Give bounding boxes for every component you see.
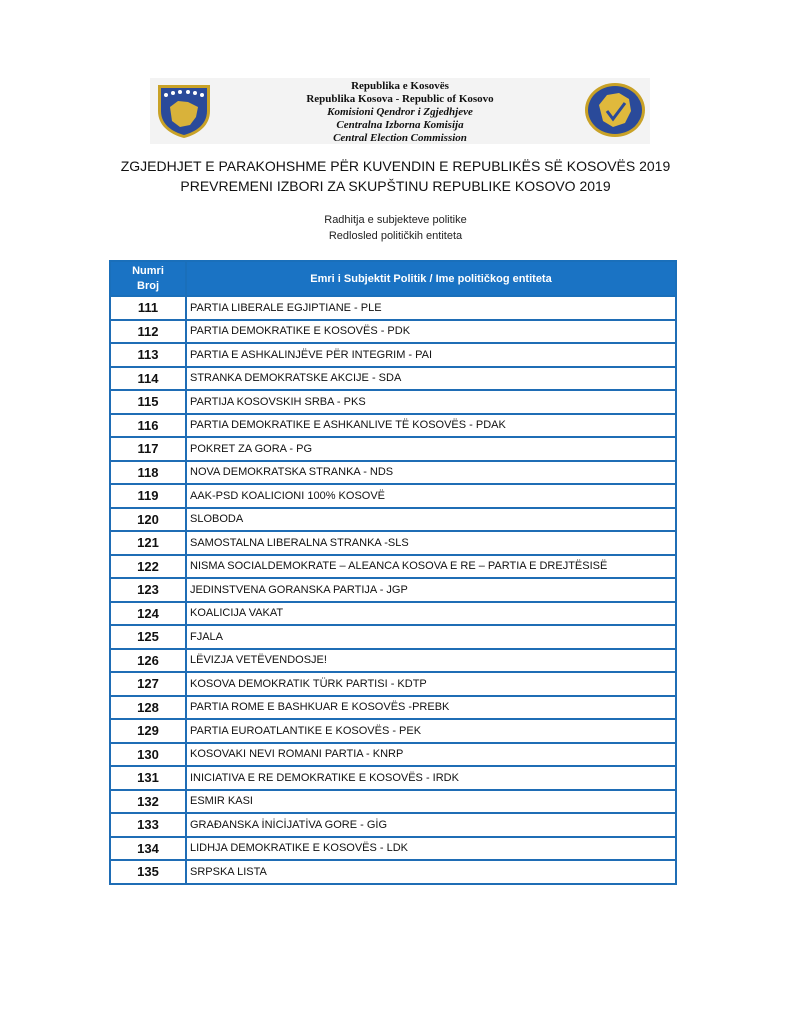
party-name-cell: JEDINSTVENA GORANSKA PARTIJA - JGP — [186, 578, 676, 602]
table-row — [110, 696, 676, 720]
party-name-cell: KOSOVA DEMOKRATIK TÜRK PARTISI - KDTP — [186, 672, 676, 696]
table-row — [110, 743, 676, 767]
header-number-line2: Broj — [137, 279, 159, 292]
central-election-commission-logo-icon — [583, 81, 647, 139]
party-name-cell: PARTIA LIBERALE EGJIPTIANE - PLE — [186, 296, 676, 320]
table-header-row — [110, 261, 676, 296]
party-number-cell: 120 — [110, 508, 186, 532]
party-number-cell: 111 — [110, 296, 186, 320]
party-number-cell: 133 — [110, 813, 186, 837]
table-row — [110, 461, 676, 485]
table-row — [110, 531, 676, 555]
party-number-cell: 113 — [110, 343, 186, 367]
party-name-cell: SRPSKA LISTA — [186, 860, 676, 884]
table-body — [110, 296, 676, 884]
table-row — [110, 390, 676, 414]
table-row — [110, 837, 676, 861]
table-row — [110, 343, 676, 367]
party-number-cell: 116 — [110, 414, 186, 438]
title-line-serbian: PREVREMENI IZBORI ZA SKUPŠTINU REPUBLIKE KOSOVO 2019 — [180, 178, 611, 194]
header-name-cell: Emri i Subjektit Politik / Ime političkog entiteta — [186, 261, 676, 296]
party-name-cell: LËVIZJA VETËVENDOSJE! — [186, 649, 676, 673]
party-number-cell: 130 — [110, 743, 186, 767]
party-name-cell: PARTIJA KOSOVSKIH SRBA - PKS — [186, 390, 676, 414]
table-row — [110, 578, 676, 602]
party-name-cell: SLOBODA — [186, 508, 676, 532]
party-number-cell: 131 — [110, 766, 186, 790]
party-number-cell: 129 — [110, 719, 186, 743]
party-name-cell: LIDHJA DEMOKRATIKE E KOSOVËS - LDK — [186, 837, 676, 861]
table-row — [110, 860, 676, 884]
party-number-cell: 135 — [110, 860, 186, 884]
issuer-line: Republika Kosova - Republic of Kosovo — [306, 93, 494, 105]
subtitle-line-serbian: Redlosled političkih entiteta — [328, 230, 463, 242]
party-number-cell: 115 — [110, 390, 186, 414]
table-row — [110, 719, 676, 743]
issuer-line: Komisioni Qendror i Zgjedhjeve — [327, 106, 473, 118]
party-name-cell: FJALA — [186, 625, 676, 649]
table-row — [110, 602, 676, 626]
party-name-cell: POKRET ZA GORA - PG — [186, 437, 676, 461]
party-number-cell: 112 — [110, 320, 186, 344]
party-name-cell: PARTIA E ASHKALINJËVE PËR INTEGRIM - PAI — [186, 343, 676, 367]
party-name-cell: INICIATIVA E RE DEMOKRATIKE E KOSOVËS - IRDK — [186, 766, 676, 790]
party-name-cell: PARTIA DEMOKRATIKE E KOSOVËS - PDK — [186, 320, 676, 344]
party-name-cell: ESMIR KASI — [186, 790, 676, 814]
party-number-cell: 126 — [110, 649, 186, 673]
document-subtitle — [0, 212, 791, 244]
party-number-cell: 118 — [110, 461, 186, 485]
table-row — [110, 367, 676, 391]
party-name-cell: AAK-PSD KOALICIONI 100% KOSOVË — [186, 484, 676, 508]
party-name-cell: NOVA DEMOKRATSKA STRANKA - NDS — [186, 461, 676, 485]
party-name-cell: STRANKA DEMOKRATSKE AKCIJE - SDA — [186, 367, 676, 391]
subtitle-line-albanian: Radhitja e subjekteve politike — [324, 214, 467, 226]
party-name-cell: SAMOSTALNA LIBERALNA STRANKA -SLS — [186, 531, 676, 555]
party-number-cell: 119 — [110, 484, 186, 508]
table-row — [110, 296, 676, 320]
issuer-block — [250, 80, 550, 145]
party-number-cell: 114 — [110, 367, 186, 391]
document-title — [0, 156, 791, 196]
party-name-cell: GRAĐANSKA İNİCİJATİVA GORE - GİG — [186, 813, 676, 837]
party-number-cell: 122 — [110, 555, 186, 579]
header-number-cell — [110, 261, 186, 296]
header-number-line1: Numri — [132, 264, 164, 277]
party-number-cell: 134 — [110, 837, 186, 861]
table-row — [110, 790, 676, 814]
table-row — [110, 813, 676, 837]
party-number-cell: 125 — [110, 625, 186, 649]
table-row — [110, 320, 676, 344]
table-row — [110, 766, 676, 790]
table-row — [110, 672, 676, 696]
parties-table — [109, 260, 677, 885]
party-number-cell: 121 — [110, 531, 186, 555]
party-name-cell: PARTIA ROME E BASHKUAR E KOSOVËS -PREBK — [186, 696, 676, 720]
party-number-cell: 128 — [110, 696, 186, 720]
party-name-cell: PARTIA EUROATLANTIKE E KOSOVËS - PEK — [186, 719, 676, 743]
table-row — [110, 508, 676, 532]
issuer-line: Republika e Kosovës — [351, 80, 449, 92]
table-row — [110, 555, 676, 579]
party-name-cell: KOALICIJA VAKAT — [186, 602, 676, 626]
party-number-cell: 132 — [110, 790, 186, 814]
table-row — [110, 484, 676, 508]
table-row — [110, 649, 676, 673]
table-row — [110, 437, 676, 461]
table-row — [110, 625, 676, 649]
issuer-line: Centralna Izborna Komisija — [336, 119, 464, 131]
party-name-cell: KOSOVAKI NEVI ROMANI PARTIA - KNRP — [186, 743, 676, 767]
party-name-cell: PARTIA DEMOKRATIKE E ASHKANLIVE TË KOSOVËS - PDAK — [186, 414, 676, 438]
title-line-albanian: ZGJEDHJET E PARAKOHSHME PËR KUVENDIN E REPUBLIKËS SË KOSOVËS 2019 — [120, 158, 671, 174]
party-number-cell: 124 — [110, 602, 186, 626]
party-number-cell: 117 — [110, 437, 186, 461]
party-number-cell: 123 — [110, 578, 186, 602]
party-name-cell: NISMA SOCIALDEMOKRATE – ALEANCA KOSOVA E RE – PARTIA E DREJTËSISË — [186, 555, 676, 579]
kosovo-coat-of-arms-icon — [152, 81, 216, 139]
table-row — [110, 414, 676, 438]
party-number-cell: 127 — [110, 672, 186, 696]
issuer-line: Central Election Commission — [333, 132, 467, 144]
